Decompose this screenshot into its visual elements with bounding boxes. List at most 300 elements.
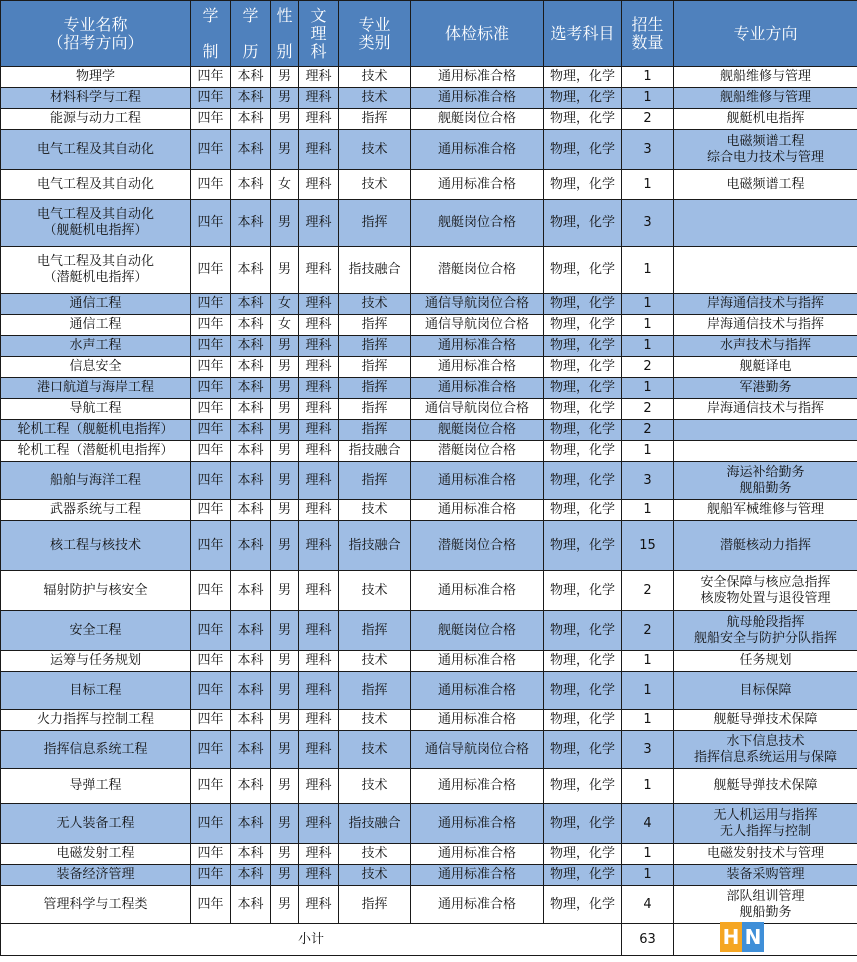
direction-line: 核废物处置与退役管理 [700, 590, 831, 606]
cell-degree: 本科 [231, 399, 271, 420]
cell-direction [674, 200, 857, 247]
cell-track: 理科 [299, 247, 339, 294]
cell-major [1, 571, 191, 611]
major-line: 核工程与核技术 [49, 537, 141, 553]
cell-track: 理科 [299, 844, 339, 865]
cell-degree: 本科 [231, 844, 271, 865]
cell-category: 指挥 [339, 357, 411, 378]
cell-duration: 四年 [191, 710, 231, 731]
cell-category: 指技融合 [339, 441, 411, 462]
major-line: 导弹工程 [69, 778, 122, 793]
direction-line: 水下信息技术 [726, 733, 805, 749]
cell-direction [674, 804, 857, 844]
table-row [1, 731, 857, 769]
direction-line: 部队组训管理 [726, 888, 805, 904]
cell-degree: 本科 [231, 170, 271, 200]
table-row [1, 336, 857, 357]
cell-category: 技术 [339, 571, 411, 611]
cell-gender: 男 [271, 462, 299, 500]
cell-major [1, 170, 191, 200]
cell-degree: 本科 [231, 357, 271, 378]
direction-line: 任务规划 [739, 653, 792, 668]
cell-direction [674, 571, 857, 611]
cell-physical: 通用标准合格 [411, 462, 544, 500]
cell-track: 理科 [299, 500, 339, 521]
direction-line: 舰船安全与防护分队指挥 [693, 630, 837, 646]
cell-duration: 四年 [191, 672, 231, 710]
cell-degree: 本科 [231, 672, 271, 710]
cell-quota: 1 [622, 247, 674, 294]
cell-quota: 2 [622, 357, 674, 378]
cell-degree: 本科 [231, 441, 271, 462]
cell-track: 理科 [299, 804, 339, 844]
cell-major [1, 651, 191, 672]
cell-quota: 1 [622, 170, 674, 200]
direction-line: 电磁发射技术与管理 [706, 846, 824, 861]
major-line: 无人装备工程 [56, 815, 135, 831]
direction-line: 舰船勤务 [739, 904, 792, 920]
cell-subjects: 物理，化学 [544, 357, 622, 378]
cell-major [1, 378, 191, 399]
cell-category: 技术 [339, 170, 411, 200]
direction-line: 舰艇导弹技术保障 [713, 712, 818, 727]
cell-direction [674, 710, 857, 731]
cell-gender: 男 [271, 804, 299, 844]
cell-category: 指挥 [339, 462, 411, 500]
cell-direction [674, 886, 857, 924]
cell-category: 技术 [339, 844, 411, 865]
cell-gender: 女 [271, 315, 299, 336]
table-row [1, 462, 857, 500]
direction-line: 舰艇机电指挥 [726, 111, 805, 126]
cell-physical: 通用标准合格 [411, 378, 544, 399]
cell-major [1, 247, 191, 294]
cell-physical: 通用标准合格 [411, 500, 544, 521]
watermark-logo [720, 922, 764, 954]
cell-major [1, 710, 191, 731]
cell-major [1, 441, 191, 462]
direction-line: 舰船勤务 [739, 480, 792, 496]
major-line: 武器系统与工程 [49, 502, 141, 517]
cell-physical: 通用标准合格 [411, 170, 544, 200]
major-line: 目标工程 [69, 682, 122, 698]
header-direction: 专业方向 [674, 1, 857, 67]
cell-category: 技术 [339, 294, 411, 315]
direction-line: 装备采购管理 [726, 867, 805, 882]
cell-quota: 3 [622, 200, 674, 247]
table-row [1, 672, 857, 710]
cell-duration: 四年 [191, 886, 231, 924]
direction-line: 舰船维修与管理 [719, 69, 811, 84]
cell-track: 理科 [299, 865, 339, 886]
cell-degree: 本科 [231, 130, 271, 170]
major-line: 通信工程 [69, 296, 122, 311]
cell-category: 技术 [339, 731, 411, 769]
cell-subjects: 物理，化学 [544, 500, 622, 521]
cell-direction [674, 67, 857, 88]
cell-subjects: 物理，化学 [544, 170, 622, 200]
cell-physical: 舰艇岗位合格 [411, 420, 544, 441]
major-line: 管理科学与工程类 [43, 896, 148, 912]
cell-physical: 通信导航岗位合格 [411, 731, 544, 769]
cell-gender: 男 [271, 731, 299, 769]
cell-gender: 男 [271, 672, 299, 710]
cell-major [1, 200, 191, 247]
cell-quota: 1 [622, 500, 674, 521]
cell-track: 理科 [299, 378, 339, 399]
cell-category: 技术 [339, 67, 411, 88]
cell-category: 指挥 [339, 672, 411, 710]
cell-degree: 本科 [231, 521, 271, 571]
cell-gender: 男 [271, 67, 299, 88]
cell-degree: 本科 [231, 109, 271, 130]
cell-quota: 2 [622, 420, 674, 441]
cell-track: 理科 [299, 357, 339, 378]
major-line: 辐射防护与核安全 [43, 582, 148, 598]
cell-track: 理科 [299, 315, 339, 336]
cell-subjects: 物理，化学 [544, 200, 622, 247]
cell-degree: 本科 [231, 865, 271, 886]
major-line: 电气工程及其自动化 [36, 176, 154, 192]
cell-degree: 本科 [231, 88, 271, 109]
cell-physical: 通用标准合格 [411, 710, 544, 731]
cell-subjects: 物理，化学 [544, 247, 622, 294]
cell-subjects: 物理，化学 [544, 672, 622, 710]
cell-category: 指挥 [339, 611, 411, 651]
cell-direction [674, 247, 857, 294]
cell-gender: 男 [271, 357, 299, 378]
cell-physical: 通用标准合格 [411, 865, 544, 886]
cell-major [1, 88, 191, 109]
table-row [1, 357, 857, 378]
cell-physical: 潜艇岗位合格 [411, 247, 544, 294]
direction-line: 海运补给勤务 [726, 464, 805, 480]
cell-subjects: 物理，化学 [544, 67, 622, 88]
direction-line: 航母舱段指挥 [726, 614, 805, 630]
cell-gender: 男 [271, 500, 299, 521]
cell-category: 技术 [339, 130, 411, 170]
cell-physical: 通用标准合格 [411, 804, 544, 844]
cell-subjects: 物理，化学 [544, 804, 622, 844]
cell-duration: 四年 [191, 769, 231, 804]
table-row [1, 170, 857, 200]
cell-category: 指挥 [339, 109, 411, 130]
cell-subjects: 物理，化学 [544, 731, 622, 769]
cell-category: 指挥 [339, 886, 411, 924]
header-track: 文 理 科 [299, 1, 339, 67]
cell-gender: 男 [271, 420, 299, 441]
cell-direction [674, 731, 857, 769]
cell-category: 技术 [339, 865, 411, 886]
cell-quota: 4 [622, 886, 674, 924]
cell-physical: 通用标准合格 [411, 651, 544, 672]
direction-line: 舰船军械维修与管理 [706, 502, 824, 517]
cell-physical: 通用标准合格 [411, 130, 544, 170]
cell-direction [674, 315, 857, 336]
major-line: 指挥信息系统工程 [43, 741, 148, 757]
cell-duration: 四年 [191, 500, 231, 521]
cell-subjects: 物理，化学 [544, 399, 622, 420]
total-quota: 63 [622, 924, 674, 956]
cell-category: 技术 [339, 651, 411, 672]
cell-subjects: 物理，化学 [544, 315, 622, 336]
header-physical: 体检标准 [411, 1, 544, 67]
major-line: 电气工程及其自动化 [36, 141, 154, 157]
cell-duration: 四年 [191, 865, 231, 886]
cell-degree: 本科 [231, 462, 271, 500]
cell-major [1, 357, 191, 378]
cell-quota: 4 [622, 804, 674, 844]
cell-track: 理科 [299, 130, 339, 170]
cell-degree: 本科 [231, 336, 271, 357]
cell-degree: 本科 [231, 500, 271, 521]
header-degree: 学 历 [231, 1, 271, 67]
cell-gender: 男 [271, 109, 299, 130]
cell-quota: 3 [622, 731, 674, 769]
table-row [1, 130, 857, 170]
cell-duration: 四年 [191, 315, 231, 336]
direction-line: 综合电力技术与管理 [706, 149, 824, 165]
cell-gender: 男 [271, 521, 299, 571]
cell-degree: 本科 [231, 420, 271, 441]
cell-duration: 四年 [191, 844, 231, 865]
cell-major [1, 399, 191, 420]
table-row [1, 865, 857, 886]
cell-track: 理科 [299, 710, 339, 731]
cell-duration: 四年 [191, 109, 231, 130]
direction-line: 岸海通信技术与指挥 [706, 296, 824, 311]
cell-gender: 女 [271, 170, 299, 200]
direction-line: 岸海通信技术与指挥 [706, 317, 824, 332]
cell-physical: 通用标准合格 [411, 357, 544, 378]
table-row [1, 769, 857, 804]
cell-duration: 四年 [191, 294, 231, 315]
cell-direction [674, 170, 857, 200]
cell-duration: 四年 [191, 88, 231, 109]
cell-major [1, 500, 191, 521]
cell-degree: 本科 [231, 378, 271, 399]
cell-subjects: 物理，化学 [544, 521, 622, 571]
table-row [1, 67, 857, 88]
cell-track: 理科 [299, 399, 339, 420]
header-row [1, 1, 857, 67]
cell-duration: 四年 [191, 521, 231, 571]
major-line: 导航工程 [69, 401, 122, 416]
cell-direction [674, 844, 857, 865]
cell-quota: 1 [622, 294, 674, 315]
cell-degree: 本科 [231, 651, 271, 672]
cell-subjects: 物理，化学 [544, 571, 622, 611]
cell-physical: 通用标准合格 [411, 571, 544, 611]
cell-subjects: 物理，化学 [544, 441, 622, 462]
cell-duration: 四年 [191, 336, 231, 357]
cell-major [1, 109, 191, 130]
cell-quota: 3 [622, 130, 674, 170]
direction-line: 目标保障 [739, 682, 792, 698]
cell-track: 理科 [299, 420, 339, 441]
cell-direction [674, 441, 857, 462]
cell-duration: 四年 [191, 441, 231, 462]
cell-category: 指技融合 [339, 804, 411, 844]
cell-gender: 男 [271, 200, 299, 247]
direction-line: 水声技术与指挥 [719, 338, 811, 353]
cell-subjects: 物理，化学 [544, 378, 622, 399]
cell-degree: 本科 [231, 200, 271, 247]
cell-quota: 1 [622, 336, 674, 357]
cell-track: 理科 [299, 731, 339, 769]
cell-gender: 男 [271, 571, 299, 611]
cell-quota: 1 [622, 67, 674, 88]
cell-category: 指技融合 [339, 521, 411, 571]
cell-duration: 四年 [191, 130, 231, 170]
table-row [1, 571, 857, 611]
cell-direction [674, 294, 857, 315]
cell-physical: 舰艇岗位合格 [411, 109, 544, 130]
cell-physical: 通用标准合格 [411, 672, 544, 710]
cell-duration: 四年 [191, 170, 231, 200]
cell-duration: 四年 [191, 200, 231, 247]
table-row [1, 710, 857, 731]
direction-line: 安全保障与核应急指挥 [700, 574, 831, 590]
table-row [1, 611, 857, 651]
cell-major [1, 844, 191, 865]
direction-line: 舰艇导弹技术保障 [713, 778, 818, 793]
cell-subjects: 物理，化学 [544, 769, 622, 804]
cell-quota: 1 [622, 88, 674, 109]
cell-direction [674, 357, 857, 378]
cell-physical: 通用标准合格 [411, 67, 544, 88]
cell-subjects: 物理，化学 [544, 420, 622, 441]
cell-track: 理科 [299, 170, 339, 200]
cell-category: 指技融合 [339, 247, 411, 294]
cell-subjects: 物理，化学 [544, 130, 622, 170]
total-empty [674, 924, 857, 956]
cell-category: 指挥 [339, 378, 411, 399]
cell-subjects: 物理，化学 [544, 710, 622, 731]
cell-degree: 本科 [231, 611, 271, 651]
major-line: （潜艇机电指挥） [43, 270, 148, 285]
cell-physical: 通用标准合格 [411, 886, 544, 924]
cell-direction [674, 399, 857, 420]
major-line: 能源与动力工程 [49, 111, 141, 126]
table-row [1, 804, 857, 844]
cell-subjects: 物理，化学 [544, 865, 622, 886]
cell-physical: 通信导航岗位合格 [411, 315, 544, 336]
cell-duration: 四年 [191, 67, 231, 88]
cell-gender: 女 [271, 294, 299, 315]
cell-gender: 男 [271, 378, 299, 399]
cell-major [1, 420, 191, 441]
cell-degree: 本科 [231, 315, 271, 336]
cell-category: 技术 [339, 500, 411, 521]
header-gender: 性 别 [271, 1, 299, 67]
major-line: 电磁发射工程 [56, 846, 135, 861]
cell-duration: 四年 [191, 357, 231, 378]
cell-direction [674, 500, 857, 521]
major-line: 运筹与任务规划 [49, 653, 141, 668]
cell-gender: 男 [271, 865, 299, 886]
cell-quota: 2 [622, 109, 674, 130]
cell-category: 指挥 [339, 315, 411, 336]
cell-degree: 本科 [231, 769, 271, 804]
table-row [1, 399, 857, 420]
cell-subjects: 物理，化学 [544, 611, 622, 651]
header-subjects: 选考科目 [544, 1, 622, 67]
cell-gender: 男 [271, 769, 299, 804]
cell-quota: 1 [622, 710, 674, 731]
cell-direction [674, 462, 857, 500]
cell-category: 技术 [339, 710, 411, 731]
cell-physical: 通用标准合格 [411, 88, 544, 109]
table-row [1, 420, 857, 441]
cell-gender: 男 [271, 88, 299, 109]
cell-quota: 1 [622, 672, 674, 710]
major-line: 装备经济管理 [56, 867, 135, 882]
direction-line: 无人机运用与指挥 [713, 807, 818, 823]
direction-line: 岸海通信技术与指挥 [706, 401, 824, 416]
cell-track: 理科 [299, 769, 339, 804]
major-line: 材料科学与工程 [49, 90, 141, 105]
cell-category: 指挥 [339, 200, 411, 247]
table-row [1, 109, 857, 130]
cell-track: 理科 [299, 200, 339, 247]
cell-subjects: 物理，化学 [544, 336, 622, 357]
cell-direction [674, 611, 857, 651]
cell-physical: 舰艇岗位合格 [411, 200, 544, 247]
major-line: 电气工程及其自动化 [36, 207, 154, 222]
cell-duration: 四年 [191, 804, 231, 844]
cell-quota: 1 [622, 441, 674, 462]
cell-major [1, 315, 191, 336]
cell-subjects: 物理，化学 [544, 88, 622, 109]
header-quota: 招生 数量 [622, 1, 674, 67]
cell-gender: 男 [271, 611, 299, 651]
table-row [1, 294, 857, 315]
major-line: 港口航道与海岸工程 [36, 380, 154, 395]
header-category: 专业 类别 [339, 1, 411, 67]
cell-duration: 四年 [191, 420, 231, 441]
cell-quota: 1 [622, 865, 674, 886]
cell-physical: 通信导航岗位合格 [411, 294, 544, 315]
cell-track: 理科 [299, 886, 339, 924]
cell-direction [674, 130, 857, 170]
logo-letter-h: H [720, 922, 742, 952]
cell-track: 理科 [299, 441, 339, 462]
table-row [1, 88, 857, 109]
cell-major [1, 672, 191, 710]
cell-direction [674, 769, 857, 804]
cell-physical: 潜艇岗位合格 [411, 521, 544, 571]
major-line: 通信工程 [69, 317, 122, 332]
major-line: 物理学 [75, 69, 115, 84]
cell-physical: 通用标准合格 [411, 336, 544, 357]
cell-track: 理科 [299, 67, 339, 88]
cell-quota: 2 [622, 399, 674, 420]
cell-major [1, 731, 191, 769]
cell-gender: 男 [271, 886, 299, 924]
cell-degree: 本科 [231, 571, 271, 611]
cell-degree: 本科 [231, 247, 271, 294]
cell-major [1, 336, 191, 357]
cell-subjects: 物理，化学 [544, 651, 622, 672]
cell-degree: 本科 [231, 67, 271, 88]
table-row [1, 315, 857, 336]
header-major: 专业名称 （招考方向） [1, 1, 191, 67]
cell-major [1, 130, 191, 170]
cell-subjects: 物理，化学 [544, 294, 622, 315]
major-line: （舰艇机电指挥） [43, 223, 148, 238]
major-line: 水声工程 [69, 338, 122, 353]
